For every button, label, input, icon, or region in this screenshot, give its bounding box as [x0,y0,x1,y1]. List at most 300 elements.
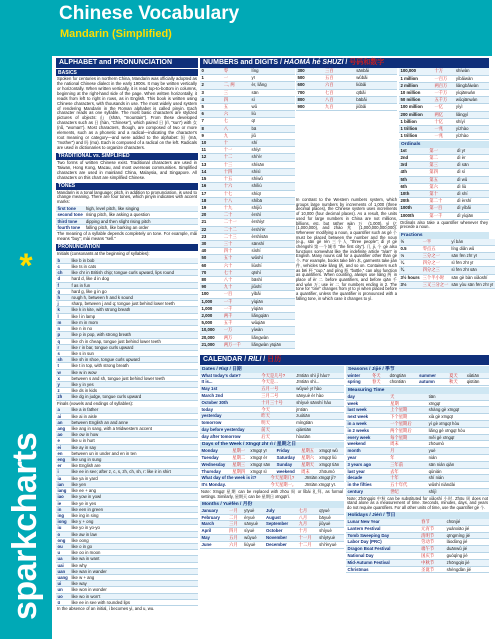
number-chinese: 四十 [222,248,250,255]
holidays-table [346,519,489,573]
time-unit-english: in 2 weeks [346,427,389,434]
final-key: iang [56,488,70,494]
initial-key: y [56,381,70,387]
holidays-heading: Holidays / Jiérì / 节日 [346,512,489,519]
month-chinese: 七月 [297,508,318,514]
initial-key: t [56,363,70,369]
date-row [200,433,344,440]
final-key: ia [56,475,70,481]
weekday-chinese: 星期五 [300,448,318,454]
number-number: 2,000 [200,312,222,319]
weekday-english: Thursday [200,468,231,475]
final-value: like why [70,562,198,568]
large-number-number: 1 billion [399,118,433,125]
month-pinyin: bāyuè [318,514,344,521]
final-key: uan [56,568,70,574]
season-pinyin: xiàtiān [465,373,489,379]
basics-text: Spoken for centuries in northern China, Mandarin was officially adopted as the national Chinese dialect in the early 1900s. It may be written vertically or horizontally. When written vertically, it is read top-to-bottom in columns, beginning at the right-hand side of the page. When written horizontally, it reads from left to right in rows, as in English. This book is written using Chinese characters, with thousands in use. The most widely used system of rendering Mandarin in the Roman alphabet is called pinyin. Each character reads as one syllable. The most basic characters are stylized pictures of objects: 山 (shān, "mountain"). From these developed characters such as 日 (hàn, "Chinese"), which paired 日 (rì, "sun") with 女 (nǚ, "woman"). Most characters, though, are composed of two or more elements, such as a phonetic and a radical—indicating the character's root meaning or category—and were added to the alphabet: 妈 (mā, "mother") and 吗 (ma). Each is composed of a radical on the left. Radicals are used in dictionaries to organize characters. [57,76,198,150]
time-unit-english: last week [346,407,389,414]
ordinal-pinyin: dì sì [456,169,489,176]
final-value: like een in green [70,506,198,512]
fraction-row [399,245,495,252]
time-unit-chinese: 去年 [389,468,428,475]
weekday-pinyin: xīngqī sān [249,461,275,468]
date-chinese: 今天是几号? [260,373,295,379]
weekday-pinyin: zhōumò [318,468,344,475]
month-chinese: 八月 [297,514,318,521]
number-pinyin: líng [250,68,295,75]
final-key: uai [56,562,70,568]
large-number-chinese: 五千万 [433,97,454,104]
number-number: 1,000 [200,298,222,305]
month-pinyin: shíyīyuè [318,534,344,541]
numbers-heading: NUMBERS and DIGITS / HÀOMǍ hé SHÙZÌ / 号码和数字 [200,58,489,68]
holiday-pinyin: yuánxiāo jié [445,525,489,532]
final-key: ua [56,556,70,562]
final-value: like wo in won't [70,593,198,599]
large-number-chinese: 一千万 [433,89,454,96]
numbers-grammar-notes: In contrast to the Western numbers system, which groups large numbers by increments of 1,000 (three decimal places), the Chinese system uses increments of 10,000 (four decimal places). As a result, the units used for large numbers in China are not millions, billions, etc. but rather wàn 万 (1,000), yì 亿 (1,000,000), and zhào 兆 (1,000,000,000,000). Whenever modifying a noun, a quantifier such as gè 个 must be placed between the number and the noun (e.g., sān gè rén 三个人 "three people"; dì yī gè chéngshì 第一个城市 "the first city"). 几 ji, 个 gè also functions somewhat like the indefinite article "a/an" in English. Many nouns call for a quantifier other than gè 个. For example, books take běn 本, garments take jiàn 件, vehicles take liàng 辆, and so on. Containers such as bēi 杯 "cup," and píng 瓶 "bottle," can also function as quantifiers. When counting, always use liǎng 两 in place of èr 二 before quantifiers, and before qiān 千 and wàn 万; use èr 二 for numbers ending in 2. The tone for "one" changes from yī to yí when placed before a quantifier, unless the quantifier is pronounced with a falling tone, in which case it changes to yì. [296,197,397,301]
holiday-chinese: 圣诞节 [420,566,445,573]
number-number: 19 [200,204,222,211]
number-row [200,341,295,348]
large-number-chinese: 一兆 [433,125,454,132]
final-value: like ung in sung [70,457,198,463]
number-number: 22 [200,226,222,233]
number-pinyin: shíyī [250,147,295,154]
ordinal-number: 2nd [399,155,428,162]
number-pinyin: shí'èr [250,154,295,161]
number-row [200,104,295,111]
large-number-row [399,133,489,140]
weekday-english: Wednesday [200,461,231,468]
number-row [200,183,295,190]
fraction-row [399,267,495,274]
large-number-number: 200 million [399,111,433,118]
holiday-english: Labor Day (PRC) [346,539,420,546]
number-number: 14 [200,168,222,175]
number-chinese: 六十 [222,262,250,269]
initial-key: x [56,375,70,381]
calendar-section [200,355,489,636]
date-chinese: 今天是... [260,379,295,386]
final-value: like ang in sang, with a Midwestern accent [70,426,198,432]
fraction-chinese: 三个半小时 [421,274,450,281]
weekday-english: Monday [200,448,231,454]
number-row [200,262,295,269]
season-english: spring [346,379,370,386]
date-chinese: 前天 [260,426,295,433]
number-chinese: 五千 [222,320,250,327]
time-unit-chinese: 周末 [389,441,428,448]
date-chinese: 十月三十号 [260,399,295,406]
ordinal-pinyin: dì èrshí [456,198,489,205]
initials-table [56,258,198,401]
month-english: October [264,528,297,535]
brand-asterisk-icon: * [19,247,33,285]
date-row [200,406,344,413]
time-unit-chinese: 三年前 [389,461,428,468]
date-row [200,426,344,433]
initial-value: like chr in British chip; tongue curls upward, lips round [70,270,198,276]
number-number: 18 [200,197,222,204]
number-pinyin: èrshíyī [250,219,295,226]
weekday-question-row [200,482,344,489]
fraction-pinyin: líng diǎn wǔ [450,245,495,252]
number-number: 100 [200,291,222,298]
weekday-english: Saturday [275,454,300,461]
number-chinese: 二十一 [222,219,250,226]
number-number: 5,000 [200,320,222,327]
initial-value: like k in kite, with strong breath [70,307,198,313]
final-value: like oong [70,537,198,543]
large-number-pinyin: yízhào [454,133,489,140]
number-pinyin: liǎngwàn yīqiān [250,341,295,348]
number-row [200,284,295,291]
number-number: 4 [200,96,222,103]
number-chinese: 十二 [222,154,250,161]
season-row [346,379,489,386]
time-unit-english: in a week [346,420,389,427]
number-number: 17 [200,190,222,197]
holiday-pinyin: duānwǔ jié [445,546,489,553]
season-chinese: 夏天 [448,373,466,379]
ordinal-number: 1st [399,148,428,155]
number-pinyin: bāshí [250,276,295,283]
number-chinese: 两万一千 [222,341,250,348]
page-title: Chinese Vocabulary [59,3,240,24]
date-pinyin: míngtiān [295,420,344,427]
ordinal-row [399,205,489,212]
number-chinese: 两万 [222,334,250,341]
month-chinese: 九月 [297,521,318,528]
page-subtitle: Mandarin (Simplified) [60,28,172,40]
fraction-row [399,252,495,259]
date-pinyin: shíyuè sānshí hào [295,399,344,406]
time-unit-english: last year [346,468,389,475]
fractions-heading: Fractions [399,232,489,239]
final-value: like yow in yowl [70,494,198,500]
time-unit-pinyin: shí nián [427,475,489,482]
number-row [200,176,295,183]
ordinal-row [399,155,489,162]
fraction-number: ¾ [399,267,421,274]
ordinal-chinese: 第二 [428,155,456,162]
holiday-row [346,539,489,546]
large-number-chinese: 两百万 [433,82,454,89]
initial-value: hard g, like g in go [70,288,198,294]
ordinal-number: 4th [399,169,428,176]
number-row [200,190,295,197]
number-row [200,305,295,312]
weekday-question-english: What day of the week is it? [200,475,269,481]
finals-note: In the absence of an initial, i becomes yi, and u, wu. [57,605,155,611]
number-chinese: 两千 [222,312,250,319]
number-pinyin: bā [250,125,295,132]
number-row [200,219,295,226]
initial-value: like s in sun [70,350,198,356]
initial-value: like p in pop, with strong breath [70,332,198,338]
fraction-number: 3½ hours [400,274,420,280]
final-key: a [56,407,70,413]
number-chinese: 五十 [222,255,250,262]
initial-key: m [56,319,70,325]
large-number-row [399,68,489,75]
number-chinese: 五 [222,104,250,111]
large-number-number: 50 million [399,97,433,104]
seasons-heading: Seasons / Jìjié / 季节 [346,366,489,373]
final-key: uang [56,574,70,580]
ordinal-number: 6th [399,183,428,190]
month-english: November [264,534,297,541]
ordinal-number: 100th [399,205,428,212]
final-key: ian [56,481,70,487]
number-number: 2 [200,82,222,89]
month-pinyin: qīyuè [318,508,344,514]
time-unit-row [346,414,489,421]
number-row [296,75,397,82]
number-row [200,161,295,168]
number-number: 20,000 [200,334,222,341]
numbers-section [200,58,494,353]
date-chinese: 今天 [260,406,295,413]
number-row [200,248,295,255]
number-chinese: 八 [222,125,250,132]
number-pinyin: sān [250,89,295,96]
initial-key: ch [56,270,70,276]
ordinal-chinese: 第三 [428,162,456,169]
date-chinese: 明天 [260,420,295,427]
time-unit-pinyin: shàng gè xīngqī [427,407,489,414]
initial-value: like dg in judge, tongue curls upward [70,394,198,400]
initial-key: z [56,388,70,394]
number-chinese: 十三 [222,161,250,168]
final-key: en [56,450,70,456]
spine-banner [0,0,52,639]
number-row [200,111,295,118]
ordinal-pinyin: dì liù [456,183,489,190]
brand-logo: sparkcharts [6,432,44,620]
measuring-time-note: Note: Zhōngqiū 中秋 can be substituted for xiǎoshí 小时. Zhōu 周 does not stand alone as a measurement of time. Seconds, minutes, days, and years do not require quantifiers. For all other units of time, use the quantifier gè 个. [347,495,488,510]
ordinal-pinyin: dì èr [456,155,489,162]
final-key: o [56,531,70,537]
number-chinese: 十四 [222,168,250,175]
month-pinyin: jiǔyuè [318,521,344,528]
holiday-chinese: 清明节 [420,532,445,539]
fraction-number: 3⅓ [399,281,421,288]
number-row [200,298,295,305]
tones-table [56,206,198,231]
large-number-number: 100,000 [399,68,433,75]
weekday-english: Tuesday [200,454,231,461]
large-number-row [399,104,489,111]
large-number-row [399,97,489,104]
initial-value: sharp, between j and q; tongue just behind lower teeth [70,301,198,307]
time-unit-pinyin: měi gè xīngqī [427,434,489,441]
final-value: like won in wonder [70,587,198,593]
final-value: like way [70,581,198,587]
initial-value: like l in lamp [70,313,198,319]
date-english: yesterday [200,413,260,420]
time-unit-pinyin: xīngqī [427,400,489,407]
fraction-number: ½ [399,239,421,246]
holiday-chinese: 劳动节 [420,539,445,546]
tones-heading: TONES [56,183,198,190]
number-number: 300 [296,68,323,75]
time-unit-pinyin: yí gè xīngqī hòu [427,420,489,427]
number-chinese: 二十二 [222,226,250,233]
large-number-row [399,75,489,82]
weekday-pinyin: xīngqī tiān [318,461,344,468]
months-heading: Months / Yuèfèn / 月份 [200,501,344,508]
final-value: like y + ong [70,519,198,525]
initial-value: like ds in kids [70,388,198,394]
number-row [200,132,295,139]
final-value: like a in father [70,407,198,413]
time-unit-row [346,420,489,427]
number-row [200,240,295,247]
large-number-row [399,118,489,125]
number-pinyin: wǔshí [250,255,295,262]
time-unit-pinyin: zhōumò [427,441,489,448]
initial-key: g [56,288,70,294]
number-row [296,89,397,96]
fraction-chinese: 一半 [421,239,450,246]
initial-value: like n in no [70,326,198,332]
final-value: like aw in law [70,531,198,537]
season-chinese: 冬天 [370,373,388,379]
numbers-table-a [200,68,295,349]
initial-value: hard d, like d in dog [70,276,198,282]
weekday-chinese: 周末 [300,468,318,475]
tone-value: rising pitch, like asking a question [84,212,198,218]
date-pinyin: zuótiān [295,413,344,420]
final-key: ao [56,432,70,438]
final-key: un [56,587,70,593]
month-chinese: 三月 [228,521,243,528]
number-number: 20 [200,212,222,219]
time-unit-english: in the fifties [346,482,389,489]
month-english: June [200,541,228,548]
number-pinyin: èr, liǎng [250,82,295,89]
final-value: like ye in yes [70,500,198,506]
fraction-row [399,239,495,246]
number-number: 21 [200,219,222,226]
final-key: ou [56,543,70,549]
final-key: iao [56,494,70,500]
fraction-number: ⅓ [399,252,421,259]
weekday-chinese: 星期一 [231,448,249,454]
initial-key: q [56,338,70,344]
initial-key: w [56,369,70,375]
initial-row [56,394,198,400]
final-key: an [56,419,70,425]
large-number-pinyin: yìbǎiwàn [454,75,489,82]
time-unit-chinese: 天 [389,394,428,400]
final-key: er [56,463,70,469]
final-key: ei [56,444,70,450]
number-pinyin: yìqiān [250,305,295,312]
number-chinese: 十七 [222,190,250,197]
number-chinese: 二十三 [222,233,250,240]
initial-key: p [56,332,70,338]
time-unit-pinyin: nián [427,454,489,461]
month-chinese: 六月 [228,541,243,548]
holiday-pinyin: zhōngqiū jié [445,559,489,566]
ordinal-chinese: 第一 [428,148,456,155]
ordinal-row [399,191,489,198]
number-pinyin: èrshí'èr [250,226,295,233]
initial-value: like w in wow [70,369,198,375]
final-key: ui [56,581,70,587]
final-key: e [56,438,70,444]
number-chinese: 九百 [323,104,354,111]
number-pinyin: wǔqiān [250,320,295,327]
final-value: like ay in say [70,444,198,450]
fraction-number: ¼ [399,260,421,267]
month-english: April [200,528,228,535]
weekday-chinese: 星期六 [300,454,318,461]
number-number: 8 [200,125,222,132]
ordinal-row [399,169,489,176]
number-number: 500 [296,75,323,82]
final-value: like o in go [70,543,198,549]
fraction-chinese: 四分之一 [421,260,450,267]
number-chinese: 八百 [323,96,354,103]
date-chinese: 昨天 [260,413,295,420]
weekday-chinese: 星期四 [231,468,249,475]
number-row [200,269,295,276]
ordinal-chinese: 第十 [428,191,456,198]
time-unit-row [346,434,489,441]
number-number: 900 [296,104,323,111]
time-unit-chinese: 月 [389,448,428,455]
time-unit-chinese: 上个星期 [389,407,428,414]
number-number: 30 [200,240,222,247]
final-key: in [56,506,70,512]
alphabet-pronunciation-section [56,58,198,636]
initial-value: like r in bar, tongue curls upward [70,344,198,350]
holiday-chinese: 春节 [420,519,445,525]
date-pinyin: Jīntiān shì jǐ hào? [295,373,344,379]
large-number-row [399,89,489,96]
large-number-chinese: 两亿 [433,111,454,118]
number-pinyin: èrshí [250,212,295,219]
final-key: ang [56,426,70,432]
holiday-chinese: 国庆节 [420,553,445,560]
large-number-pinyin: liǎngbǎiwàn [454,82,489,89]
large-number-pinyin: yízhào [454,125,489,132]
time-unit-pinyin: shìjì [427,488,489,495]
month-chinese: 十一月 [297,534,318,541]
time-unit-chinese: 一个星期后 [389,420,428,427]
holiday-english: Mid-Autumn Festival [346,559,420,566]
holiday-chinese: 端午节 [420,546,445,553]
weekday-question-pinyin: Jīntiān xīngqī yī. [303,482,344,489]
month-pinyin: shí'èryuè [318,541,344,548]
weekday-pinyin: xīngqī liù [318,454,344,461]
tone-key: fourth tone [56,224,84,230]
number-number: 6 [200,111,222,118]
holiday-english: Dragon Boat Festival [346,546,420,553]
final-value: like ow in how [70,432,198,438]
tones-text: Mandarin is a tonal language; pitch, in addition to pronunciation, is used to change meaning. There are four tones, which pinyin indicates with accent marks: [57,189,197,205]
fraction-pinyin: sì fēn zhī yī [450,260,495,267]
large-number-number: 10 million [399,89,433,96]
month-row [200,534,344,541]
number-number: 1,000 [200,305,222,312]
number-number: 80 [200,276,222,283]
